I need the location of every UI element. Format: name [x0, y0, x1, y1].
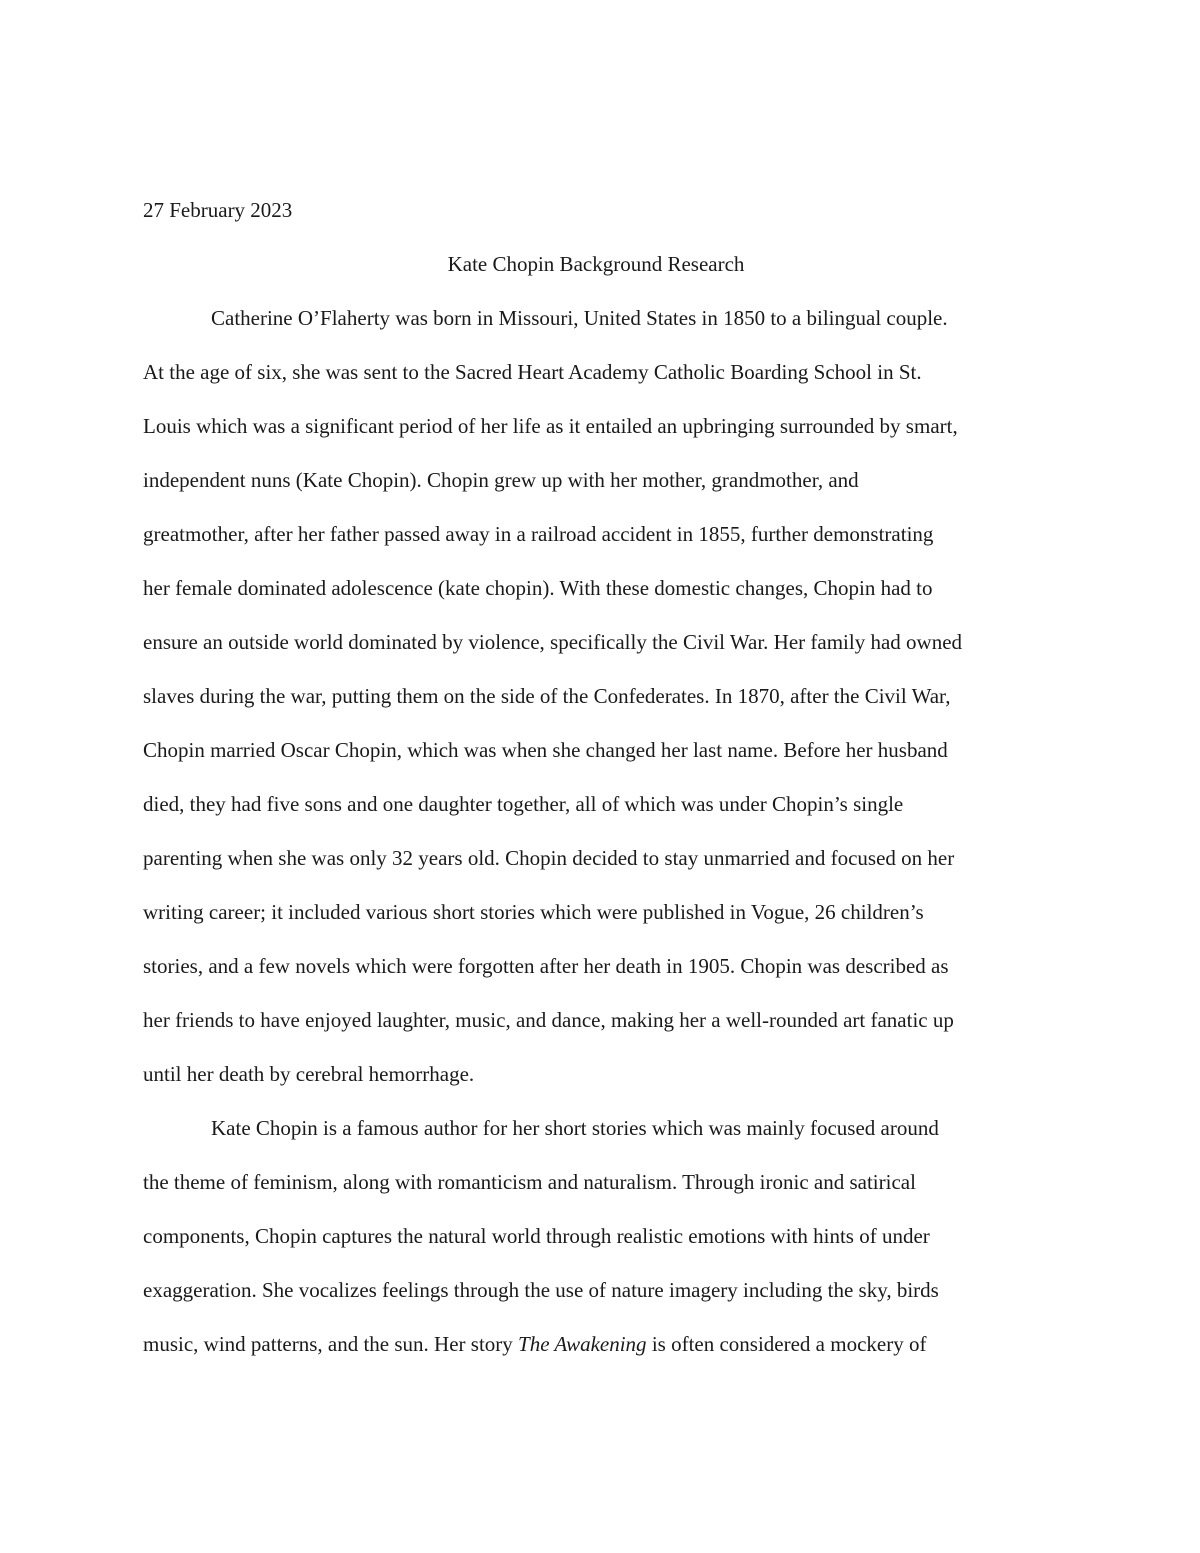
text-line: parenting when she was only 32 years old. Chopin decided to stay unmarried and focused on her [143, 846, 955, 870]
text-segment: music, wind patterns, and the sun. Her story [143, 1332, 519, 1356]
text-line: writing career; it included various short stories which were published in Vogue, 26 children’s [143, 900, 924, 924]
document-date: 27 February 2023 [143, 198, 293, 222]
book-title-italic: The Awakening [518, 1332, 647, 1356]
text-line: her friends to have enjoyed laughter, music, and dance, making her a well-rounded art fanatic up [143, 1008, 954, 1032]
text-line: components, Chopin captures the natural world through realistic emotions with hints of under [143, 1224, 930, 1248]
text-line: ensure an outside world dominated by violence, specifically the Civil War. Her family had owned [143, 630, 963, 654]
text-line: died, they had five sons and one daughter together, all of which was under Chopin’s single [143, 792, 904, 816]
text-line: stories, and a few novels which were forgotten after her death in 1905. Chopin was described as [143, 954, 949, 978]
text-line: At the age of six, she was sent to the Sacred Heart Academy Catholic Boarding School in St. [143, 360, 922, 384]
text-line: Kate Chopin is a famous author for her short stories which was mainly focused around [211, 1116, 939, 1140]
text-line: exaggeration. She vocalizes feelings through the use of nature imagery including the sky, birds [143, 1278, 939, 1302]
text-line: slaves during the war, putting them on the side of the Confederates. In 1870, after the Civil War, [143, 684, 951, 708]
text-line: until her death by cerebral hemorrhage. [143, 1062, 475, 1086]
text-line [143, 1330, 926, 1358]
text-line: independent nuns (Kate Chopin). Chopin grew up with her mother, grandmother, and [143, 468, 859, 492]
text-line: the theme of feminism, along with romanticism and naturalism. Through ironic and satirical [143, 1170, 916, 1194]
text-segment: is often considered a mockery of [646, 1332, 927, 1356]
text-line: Chopin married Oscar Chopin, which was when she changed her last name. Before her husband [143, 738, 948, 762]
document-title: Kate Chopin Background Research [447, 252, 745, 276]
text-line: greatmother, after her father passed away in a railroad accident in 1855, further demonstrating [143, 522, 934, 546]
text-line: Louis which was a significant period of her life as it entailed an upbringing surrounded by smart, [143, 414, 958, 438]
text-line: Catherine O’Flaherty was born in Missouri, United States in 1850 to a bilingual couple. [211, 306, 948, 330]
text-line: her female dominated adolescence (kate chopin). With these domestic changes, Chopin had to [143, 576, 933, 600]
